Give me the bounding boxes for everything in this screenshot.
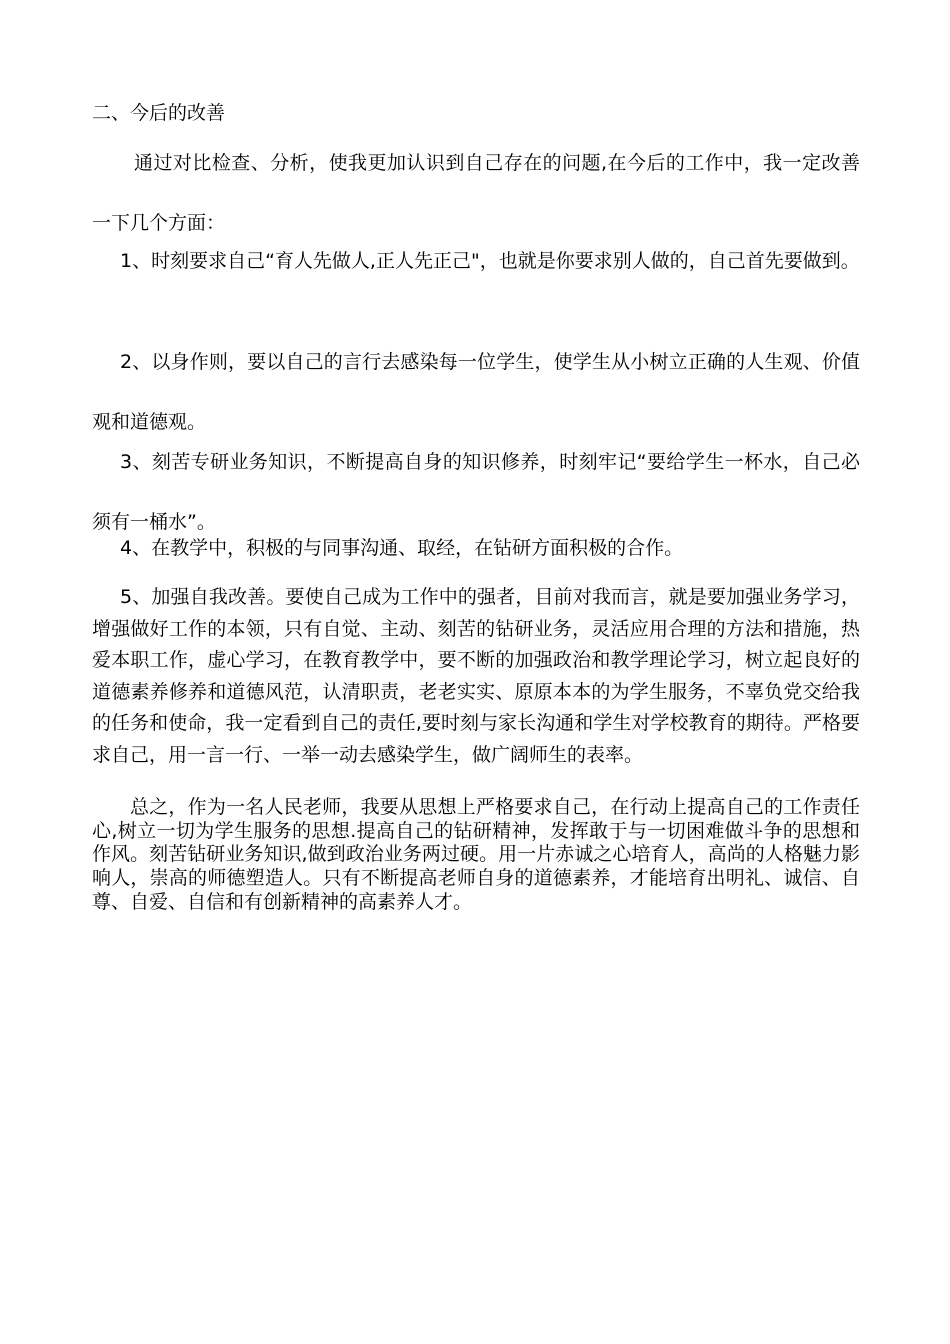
list-item-2: 2、以身作则，要以自己的言行去感染每一位学生，使学生从小树立正确的人生观、价值观和道德观。 <box>92 351 860 433</box>
intro-paragraph: 通过对比检查、分析，使我更加认识到自己存在的问题,在今后的工作中，我一定改善一下几个方面： <box>92 152 860 234</box>
section-heading: 二、今后的改善 <box>92 102 226 124</box>
list-item-3: 3、刻苦专研业务知识，不断提高自身的知识修养，时刻牢记“要给学生一杯水，自己必须有一桶水”。 <box>92 451 860 533</box>
summary-paragraph: 总之，作为一名人民老师，我要从思想上严格要求自己，在行动上提高自己的工作责任心,树立一切为学生服务的思想.提高自己的钻研精神，发挥敢于与一切困难做斗争的思想和作风。刻苦钻研业务知识,做到政治业务两过硬。用一片赤诚之心培育人，高尚的人格魅力影响人，崇高的师德塑造人。只有不断提高老师自身的道德素养，才能培育出明礼、诚信、自尊、自爱、自信和有创新精神的高素养人才。 <box>92 796 860 913</box>
list-item-1: 1、时刻要求自己“育人先做人,正人先正己"，也就是你要求别人做的，自己首先要做到。 <box>120 250 860 272</box>
list-item-5: 5、加强自我改善。要使自己成为工作中的强者，目前对我而言，就是要加强业务学习，增强做好工作的本领，只有自觉、主动、刻苦的钻研业务，灵活应用合理的方法和措施，热爱本职工作，虚心学习，在教育教学中，要不断的加强政治和教学理论学习，树立起良好的道德素养修养和道德风范，认清职责，老老实实、原原本本的为学生服务，不辜负党交给我的任务和使命，我一定看到自己的责任,要时刻与家长沟通和学生对学校教育的期待。严格要求自己，用一言一行、一举一动去感染学生，做广阔师生的表率。 <box>92 586 860 766</box>
list-item-4: 4、在教学中，积极的与同事沟通、取经，在钻研方面积极的合作。 <box>120 537 684 559</box>
